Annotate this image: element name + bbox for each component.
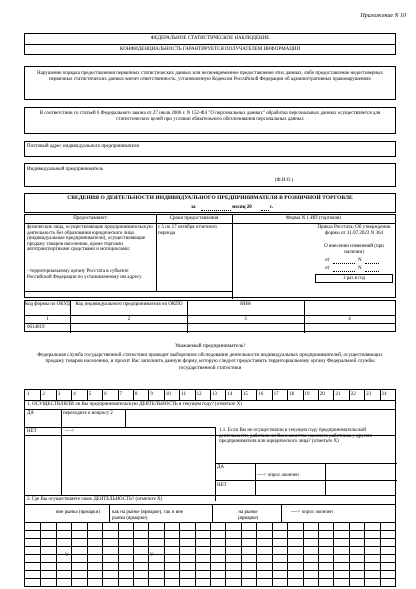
col2-header: Сроки предоставления — [169, 216, 219, 221]
q2-mark-1: V — [65, 553, 69, 558]
col3-n1: N — [358, 258, 362, 263]
codes-h2: Код индивидуального предпринимателя по ОКПО — [75, 302, 183, 307]
q11-no: НЕТ — [217, 483, 227, 488]
greeting: Уважаемый предприниматель! — [174, 343, 246, 349]
number-cell: 23 — [366, 392, 372, 397]
col2-text: с 5 по 17 октября отчетного периода — [158, 225, 217, 236]
header-line1: ФЕДЕРАЛЬНОЕ СТАТИСТИЧЕСКОЕ НАБЛЮДЕНИЕ — [150, 36, 270, 41]
okud-code: 0614019 — [27, 325, 45, 330]
q1-no-arrow: ----> — [65, 429, 75, 434]
header-box — [24, 33, 396, 55]
col1-text2: - территориальному органу Росстата в субъекте Российской Федерации по установленному им адресу — [27, 269, 142, 280]
number-cell: 9 — [150, 392, 153, 397]
codes-h1: Код формы по ОКУД — [25, 302, 70, 307]
col3-order: Приказ Росстата: Об утверждении формы от 31.07.2023 N 364 — [317, 225, 391, 236]
codes-num-1: 1 — [46, 317, 49, 322]
title-box — [24, 193, 396, 213]
number-cell: 7 — [119, 392, 122, 397]
q2-opt2[interactable]: как на рынке (ярмарке), так и вне рынка (ярмарки) — [112, 510, 183, 521]
number-cell: 17 — [273, 392, 279, 397]
col3-period: 1 раз в год — [342, 276, 366, 281]
q11-question: 1.1. Если Вы не осуществляли в текущем году предпринимательской деятельности, работали ли Вы в качестве наемного работника у другого предпринимателя или юридического лица? (отметьте X) — [219, 428, 373, 445]
number-cell: 2 — [42, 392, 45, 397]
q11-yes: ДА — [217, 465, 225, 470]
number-cell: 8 — [134, 392, 138, 397]
col3-from2: от — [325, 266, 330, 271]
period-za: за — [191, 205, 196, 210]
entrepreneur-label: Индивидуальный предприниматель — [27, 167, 103, 172]
number-cell: 21 — [335, 392, 341, 397]
number-row — [25, 390, 395, 400]
entrepreneur-box — [24, 163, 396, 187]
col3-changes: О внесении изменений (при наличии) — [324, 244, 384, 255]
number-cell: 13 — [212, 392, 217, 397]
number-cell: 3 — [57, 392, 61, 397]
answer-grid — [25, 522, 395, 586]
intro-text: Федеральная служба государственной статистики проводит выборочное обследование деятельности индивидуальных предпринимателей, осуществляющих продажу товаров населению, и просит Вас заполнить данную форму, которую следует предоставить территориальному органу Федеральной службы государственной статистики — [37, 352, 383, 371]
number-cell: 14 — [227, 392, 233, 397]
period-month: месяц 20 — [232, 205, 252, 210]
address-label: Почтовый адрес индивидуального предпринимателя — [27, 144, 139, 149]
number-cell: 19 — [304, 392, 310, 397]
q2-mark-2: V — [150, 553, 154, 558]
q2-opt3[interactable]: на рынке (ярмарке) — [237, 510, 259, 521]
number-cell: 24 — [381, 392, 387, 397]
col1-header: Предоставляют: — [73, 216, 108, 221]
codes-table — [24, 300, 396, 332]
number-cell: 11 — [181, 392, 186, 397]
appendix-label: Приложение N 10 — [360, 13, 406, 19]
questionnaire — [24, 389, 396, 587]
violation-text: Нарушение порядка предоставления первичных статистических данных или несвоевременное предоставление этих данных, либо предоставление недостоверных первичных статистических данных влечет ответственность, установленную Кодексом Российской Федерации об административных правонарушениях — [37, 71, 383, 82]
col3-from1: от — [325, 258, 330, 263]
number-cell: 22 — [350, 392, 356, 397]
col3-header: Форма N 1-ИП (торговля) — [286, 216, 341, 221]
number-cell: 5 — [88, 392, 92, 397]
col1-text: физические лица, осуществляющие предпринимательскую деятельность без образования юридического лица (индивидуальные предприниматели), осуществляющие продажу товаров населению, кроме торговли автотранспортными средствами и мотоциклами: — [27, 225, 153, 253]
number-cell: 10 — [165, 392, 171, 397]
q1-yes: ДА — [27, 411, 35, 416]
q2-question: 2. Где Вы осуществляете свою ДЕЯТЕЛЬНОСТЬ? (отметьте X) — [27, 497, 163, 502]
number-cell: 18 — [289, 392, 295, 397]
q1-no: НЕТ — [27, 429, 37, 434]
number-cell: 6 — [104, 392, 107, 397]
col3-n2: N — [358, 266, 362, 271]
period-year: г. — [270, 205, 273, 210]
number-cell: 20 — [319, 392, 325, 397]
law-box — [24, 107, 396, 134]
number-cell: 12 — [196, 392, 202, 397]
q1-yes-note[interactable]: переходите к вопросу 2 — [63, 411, 113, 416]
address-box — [24, 141, 396, 157]
fio-label: (Ф.И.О.) — [275, 178, 294, 183]
header-line2: КОНФИДЕНЦИАЛЬНОСТЬ ГАРАНТИРУЕТСЯ ПОЛУЧАТЕЛЕМ ИНФОРМАЦИИ — [119, 47, 301, 52]
number-cell: 1 — [27, 392, 30, 397]
codes-h3: ИНН — [240, 302, 251, 307]
codes-num-3: 3 — [244, 317, 247, 322]
violation-box — [24, 66, 396, 100]
number-cell: 4 — [73, 392, 76, 397]
q1-question: 1. ОСУЩЕСТВЛЯЛИ ли Вы предпринимательскую ДЕЯТЕЛЬНОСТЬ в текущем году? (отметьте X) — [27, 402, 242, 407]
form-title: СВЕДЕНИЯ О ДЕЯТЕЛЬНОСТИ ИНДИВИДУАЛЬНОГО ПРЕДПРИНИМАТЕЛЯ В РОЗНИЧНОЙ ТОРГОВЛЕ — [67, 195, 353, 201]
number-cell: 16 — [258, 392, 264, 397]
form-table — [24, 214, 396, 298]
codes-num-2: 2 — [127, 317, 131, 322]
law-text: В соответствии со статьей 6 Федерального закона от 27 июля 2006 г. N 152-ФЗ "О персональных данных" обработка персональных данных осуществляется для статистических целей при условии обязательного обезличивания персональных данных — [39, 111, 381, 122]
codes-num-4: 4 — [348, 317, 351, 322]
number-cell: 15 — [242, 392, 248, 397]
q2-opt1[interactable]: вне рынка (ярмарки) — [56, 510, 100, 515]
q2-opt4[interactable]: ----> опрос окончен — [291, 510, 333, 515]
q11-end: ----> опрос окончен — [257, 473, 299, 478]
col3-period-box — [315, 274, 393, 283]
